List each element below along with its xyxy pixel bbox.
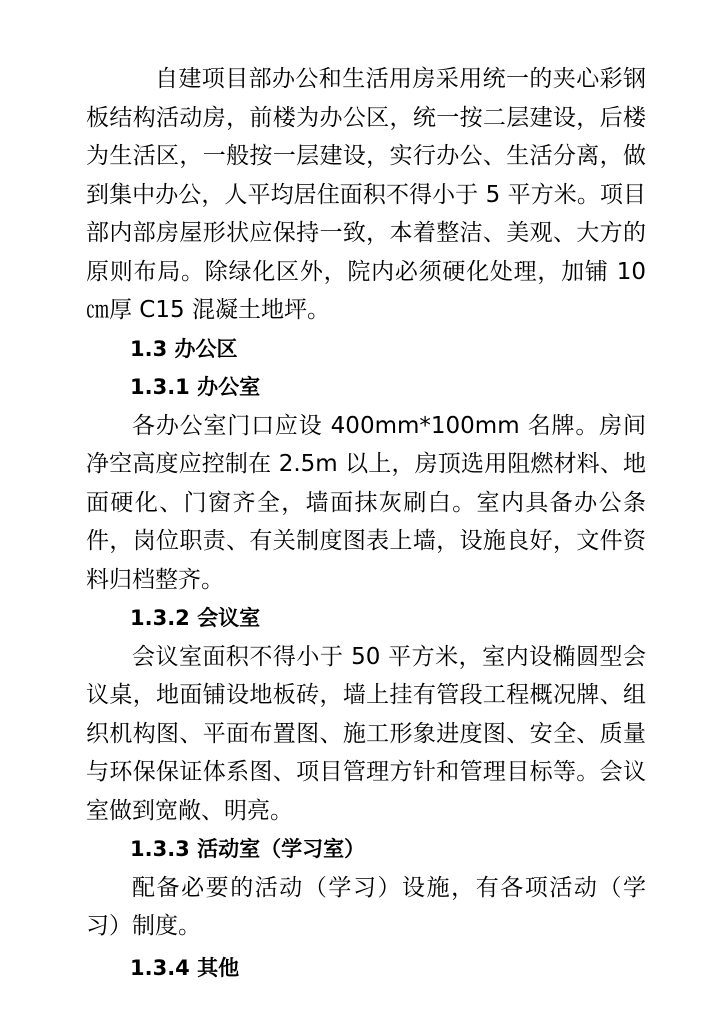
section-heading-1-3-3: 1.3.3 活动室（学习室）	[130, 837, 366, 861]
intro-paragraph: 自建项目部办公和生活用房采用统一的夹心彩钢板结构活动房，前楼为办公区，统一按二层建设，后楼为生活区，一般按一层建设，实行办公、生活分离，做到集中办公，人平均居住面积不得小于 5 平方米。项目部内部房屋形状应保持一致，本着整洁、美观、大方的原则布局。除绿化区外，院内必须硬化处理，加铺 10㎝厚 C15 混凝土地坪。	[86, 66, 646, 323]
meeting-room-paragraph: 会议室面积不得小于 50 平方米，室内设椭圆型会议桌，地面铺设地板砖，墙上挂有管段工程概况牌、组织机构图、平面布置图、施工形象进度图、安全、质量与环保保证体系图、项目管理方针和管理目标等。会议室做到宽敞、明亮。	[86, 643, 646, 824]
section-heading-1-3: 1.3 办公区	[130, 336, 238, 361]
activity-room-paragraph: 配备必要的活动（学习）设施，有各项活动（学习）制度。	[86, 874, 646, 939]
section-heading-1-3-2: 1.3.2 会议室	[130, 606, 261, 630]
office-paragraph: 各办公室门口应设 400mm*100mm 名牌。房间净空高度应控制在 2.5m 以上，房顶选用阻燃材料、地面硬化、门窗齐全，墙面抹灰刷白。室内具备办公条件，岗位职责、有关制度图表上墙，设施良好，文件资料归档整齐。	[86, 412, 646, 593]
document-page	[86, 60, 646, 987]
section-heading-1-3-1: 1.3.1 办公室	[130, 375, 261, 399]
section-heading-1-3-4: 1.3.4 其他	[130, 955, 240, 980]
